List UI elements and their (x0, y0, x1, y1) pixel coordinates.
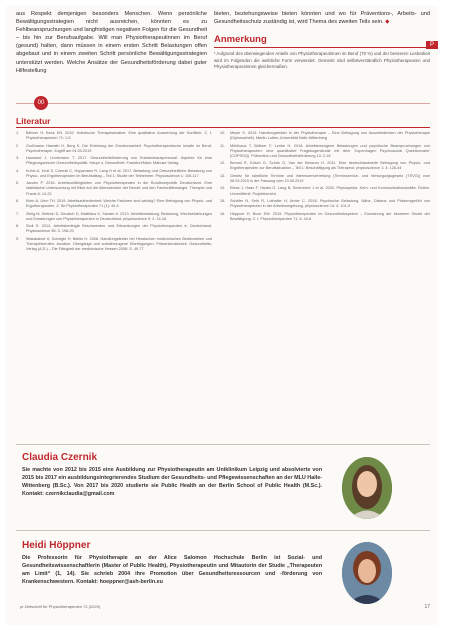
reference-text: Höppner H, Buch EW. 2019. Physiotherapeuten im Gesundheitssystem – Einordnung der besseren Studie der Bewältigung. Z. f. Physiotherapeuten 71: 6. 44-6 (230, 211, 430, 221)
reference-text: Schäfer N, Seib R, Lothaller H, Amler C. 2018. Psychische Belastung, Nähe, Distanz und Präsenzgefühl von Physiotherapeuten in der Arbeitsumgebung. physioscience 14: 4. 101-9 (230, 198, 430, 209)
section-tab: P (426, 41, 438, 49)
literatur-list-right (220, 131, 430, 224)
author-photo-1 (342, 457, 392, 519)
section-divider (16, 103, 430, 104)
reference-item (16, 156, 212, 166)
reference-item (220, 174, 430, 184)
end-mark: ◆ (385, 19, 390, 26)
reference-text: Meyer S. 2015. Handlungsfelder in der Physiotherapie – Eine Befragung von Auszubildenden der Physiotherapie (Diplomarbeit). Martin-Luther-Universität Halle-Wittenberg (230, 131, 430, 141)
reference-number: 5. (16, 181, 20, 186)
reference-item (220, 186, 430, 196)
reference-number: 7. (16, 211, 20, 216)
reference-text: Hausdorf J, Lindemann T. 2017. Gesundheitsförderung von Krankenhauspersonal. Aspekte für eine Pflegeorganische Gesundheitspolitik. Haupt u. Gesundheit. Frankfurt/Main: Mabuse Verlag (26, 156, 212, 166)
reference-number: 2. (16, 143, 20, 148)
reference-item (220, 212, 430, 222)
reference-item (16, 144, 212, 154)
reference-number: 12. (220, 161, 226, 166)
reference-number: 10. (220, 131, 226, 135)
page (6, 6, 438, 625)
reference-number: 14. (220, 186, 226, 191)
literatur-title: Literatur (16, 116, 51, 126)
reference-item (16, 181, 212, 196)
author-name-2: Heidi Höppner (22, 540, 91, 551)
body-text-right-paragraph: bieten, beziehungsweise bieten könnten und wo für Präventions-, Arbeits- und Gesundheitsschutz zuständig ist, wird Thema des zweiten Teils sein. (214, 11, 430, 26)
portrait-icon (342, 542, 392, 604)
literatur-list-left (16, 131, 212, 254)
reference-item (220, 161, 430, 171)
reference-text: Stoll S. 2014. Arbeitsbedingte Beschwerden und Erkrankungen der Physiotherapeuten in Deutschland. Physioscience 55: 3. 198-20 (26, 224, 212, 234)
reference-text: Kuhlo A, Kroll S, Czernik C, Hoppmann R, Lang H et al. 2017. Belastung und Gesundheitliche Belastung von Physio- und Ergotherapeuten im Berufsalltag – Teil 1: Studie der Teilnehmer. Physioscience 1: 108-117 (26, 168, 212, 178)
reference-item (220, 144, 430, 159)
footer-left: pt Zeitschrift für Physiotherapeuten 72 (2020) (20, 604, 101, 609)
reference-number: 1. (16, 131, 20, 135)
reference-item (16, 237, 212, 252)
portrait-icon (342, 457, 392, 519)
reference-number: 8. (16, 224, 20, 229)
reference-number: 16. (220, 211, 226, 216)
reference-text: Großmann Hanrath H, Berg K. Die Erfahrung der Emotionsarbeit. Psychotherapeutische Inhalte im Beruf. Psychotherapie. Zugriff am 01.03.2019 (26, 143, 212, 153)
reference-number: 4. (16, 168, 20, 173)
reference-item (220, 131, 430, 141)
reference-text: Gesetz für sämtliche Termine und Interessenvertretung (Terminservice- und Versorgungsgesetz (TSVG)) vom 06.03.2019 in der Fassung vom 10.05.2019 (230, 173, 430, 183)
reference-number: 15. (220, 198, 226, 203)
reference-item (16, 224, 212, 234)
reference-item (16, 212, 212, 222)
reference-text: Bencal R, Kösch G, Schüs G, Van der Bessum H. 2011. Eine deutschlandweite Befragung von Physio- und Ergotherapeuten zur Berufssituation – Teil 1: Beschäftigung als Therapeut. physioscience 1: 4: 128-44 (230, 161, 430, 171)
reference-number: 3. (16, 156, 20, 161)
reference-number: 9. (16, 236, 20, 241)
reference-text: Mühlhaus T, Büttner F, Lenke H. 2018. Arbeitsbezogene Belastungen und psychische Beanspruchungen von Physiotherapeuten: eine quantitative Fragebogenstudie mit dem 'Copenhagen Psychosocial Questionnaire' (COPSOQ). Prävention und Gesundheitsförderung 13: 2-18 (230, 143, 430, 158)
body-text-left: aus Respekt demjenigen besonders Menschen. Wenn persönliche Bewältigungsstrategien nicht ausreichen, könnten es zu Fehlbeanspruchungen und langfristigen negativen Folgen für die Gesundheit – bis hin zur Berufsaufgabe. Will man Physiotherapeutinnen im Beruf (gesund) halten, dann müssen in einem ersten Schritt Belastungen offen abgebaut und in einem zweiten Schritt persönliche Bewältigungsstrategien unterstützt werden. Welche Ansätze der Gesundheitsförderung dabei guter Hilfestellung (16, 11, 207, 74)
anmerkung-text: ¹ Aufgrund des überwiegenden Anteils von Physiotherapeutinnen im Beruf (70 %) und der besseren Lesbarkeit wird im Folgenden die weibliche Form verwendet. Gemeint sind selbstverständlich Physiotherapeuten und Physiotherapeutinnen gleichermaßen. (214, 51, 430, 70)
author-separator-1 (16, 444, 430, 445)
author-name-1: Claudia Czernik (22, 452, 98, 463)
reference-text: Bähner H, Bock EN. 2019. Holistische Therapieansätze: Eine qualitative Auswertung der Konflikte. Z. f. Physiotherapeuten 71: 1-5 (26, 131, 212, 141)
reference-number: 6. (16, 198, 20, 203)
anmerkung-title: Anmerkung (214, 34, 267, 46)
reference-text: Jacobs P. 2016. Arbeitsunfähigkeiten von Physiotherapeuten in der Bundesrepublik Deutschland. Eine statistische Untersuchung mit Blick auf die Altersstruktur der Berufe und den Fachkräftemangel. Therapie und Praxis 6: 14-23 (26, 181, 212, 196)
reference-text: Zielig M, Dietrich D, Deutsch D, Matthäus K, Sander A. 2013. Arbeitsbelastung, Belastung, Wechselwirkungen und Erwartungen von Physiotherapeuten in Deutschland. physioscience 9: 2. 14-18 (26, 211, 212, 221)
literatur-rule (16, 127, 430, 128)
reference-number: 11. (220, 143, 225, 148)
author-bio-2: Die Professorin für Physiotherapie an der Alice Salomon Hochschule Berlin ist Sozial- und Gesundheitswissenschaftlerin (Master of Public Health), Physiotherapeutin und Mitautorin der Studie „Therapeuten am Limit“ (1, 14). Sie schrieb 2004 ihre Promotion über Gesundheitsressourcen und -förderung von Krankenschwestern. Kontakt: hoeppner@ash-berlin.eu (22, 555, 322, 585)
reference-item (16, 199, 212, 209)
body-text-right (214, 10, 430, 71)
reference-item (16, 169, 212, 179)
author-photo-2 (342, 542, 392, 604)
author-bio-1: Sie machte von 2012 bis 2015 eine Ausbildung zur Physiotherapeutin am Uniklinikum Leipzig und absolvierte von 2015 bis 2017 ein ausbildungsintegrierendes Studium der Gesundheits- und Pflegewissenschaften an der MLU Halle-Wittenberg (B.Sc.). Von 2017 bis 2020 studierte sie Public Health an der Berlin School of Public Health (M.Sc.). Kontakt: czernikclaudia@gmail.com (22, 467, 322, 497)
author-separator-2 (16, 530, 430, 531)
reference-item (220, 199, 430, 209)
reference-text: Wasskainer A, Scheigle H, Bielitz H. 2008. Handlungsfelder bei Hessischen medizinischen Bedienstelen und Therapieberufen: Ansätze, Übergänge und sozialbezogene Überlegungen. Präventionsbezirk. Gesundheits-Verlag (A.D.) – Die Fähigkeit der medizinische Hessen 2008: S. 49-77 (26, 236, 212, 251)
reference-item (16, 131, 212, 141)
reference-number: 13. (220, 173, 226, 178)
page-badge: 00 (34, 96, 48, 110)
reference-text: Eleas J, Haas F, Haubs G, Lang B, Schmelzer J et al. 2020. Physiopedia. Kern- und Kommunikationskräfte. Rollen. Unveröffentl. Projektbericht (230, 186, 430, 196)
reference-text: Klein A, Uhm TH. 2019. Arbeitszufriedenheit: Welche Faktoren sind wichtig? Eine Befragung von Physio- und Ergotherapeuten. Z. für Physiotherapeuten 71 (1): 40-4 (26, 198, 212, 209)
page-number: 17 (424, 604, 430, 610)
anmerkung-rule (214, 47, 430, 48)
